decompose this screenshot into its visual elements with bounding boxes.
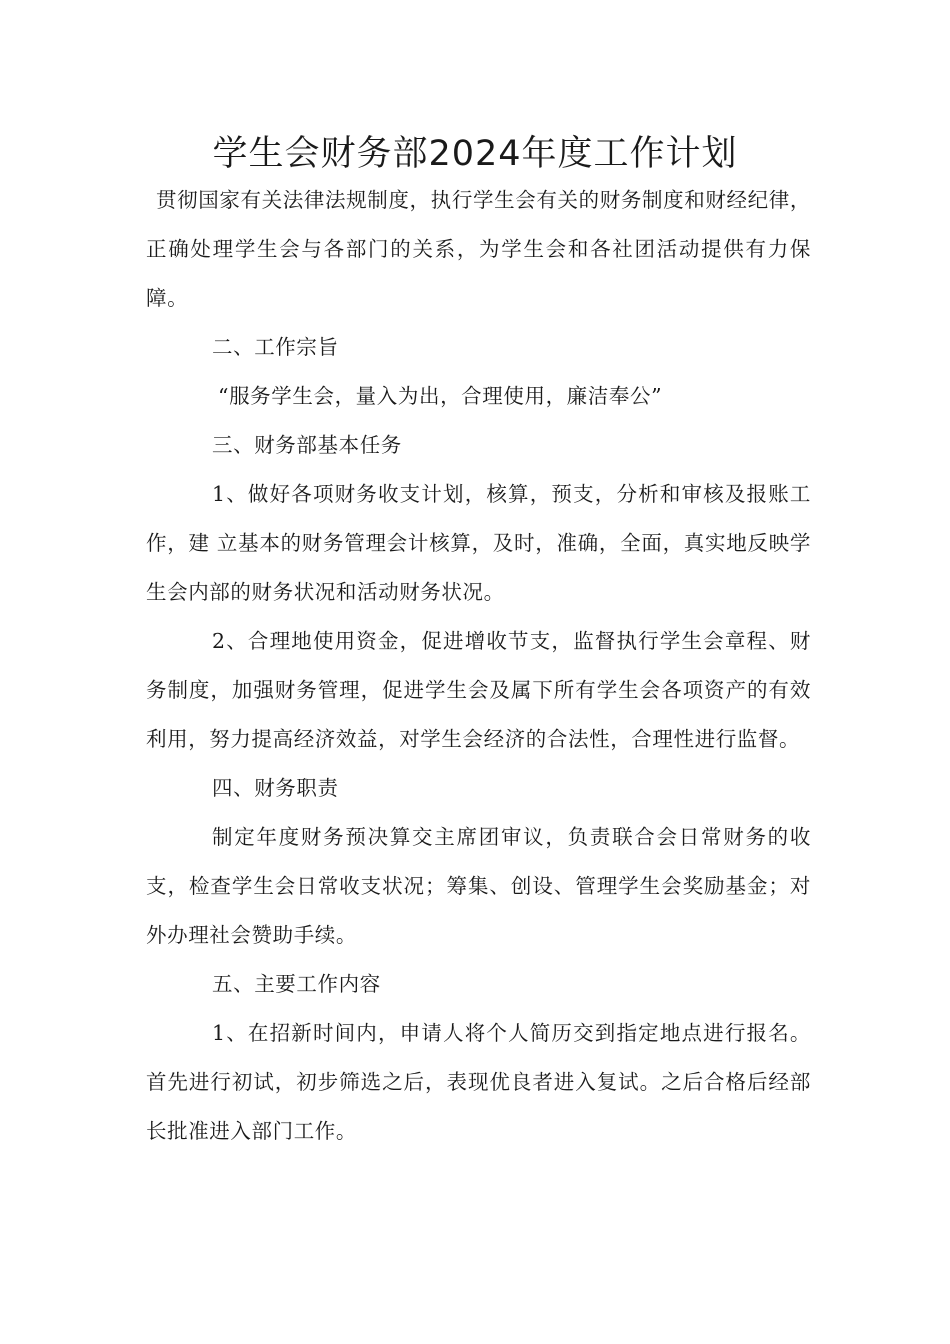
paragraph-task-2: 2、合理地使用资金，促进增收节支，监督执行学生会章程、财务制度，加强财务管理，促进学生会及属下所有学生会各项资产的有效利用，努力提高经济效益，对学生会经济的合法性，合理性进行监督。	[146, 629, 811, 751]
document-title: 学生会财务部2024年度工作计划	[212, 134, 738, 174]
paragraph-duties: 制定年度财务预决算交主席团审议，负责联合会日常财务的收支，检查学生会日常收支状况；筹集、创设、管理学生会奖励基金；对外办理社会赞助手续。	[146, 825, 811, 947]
section-heading-purpose: 二、工作宗旨	[212, 335, 339, 359]
section-heading-work-content: 五、主要工作内容	[212, 972, 381, 996]
section-heading-duties: 四、财务职责	[212, 776, 339, 800]
section-heading-tasks: 三、财务部基本任务	[212, 433, 402, 457]
paragraph-intro: 贯彻国家有关法律法规制度，执行学生会有关的财务制度和财经纪律，正确处理学生会与各部门的关系，为学生会和各社团活动提供有力保障。	[146, 188, 811, 310]
document-body	[146, 176, 811, 1156]
paragraph-task-1: 1、做好各项财务收支计划，核算，预支，分析和审核及报账工作，建 立基本的财务管理会计核算，及时，准确，全面，真实地反映学生会内部的财务状况和活动财务状况。	[146, 482, 811, 604]
paragraph-motto: “服务学生会，量入为出，合理使用，廉洁奉公”	[218, 384, 663, 408]
paragraph-work-1: 1、在招新时间内，申请人将个人简历交到指定地点进行报名。首先进行初试，初步筛选之后，表现优良者进入复试。之后合格后经部长批准进入部门工作。	[146, 1021, 811, 1143]
